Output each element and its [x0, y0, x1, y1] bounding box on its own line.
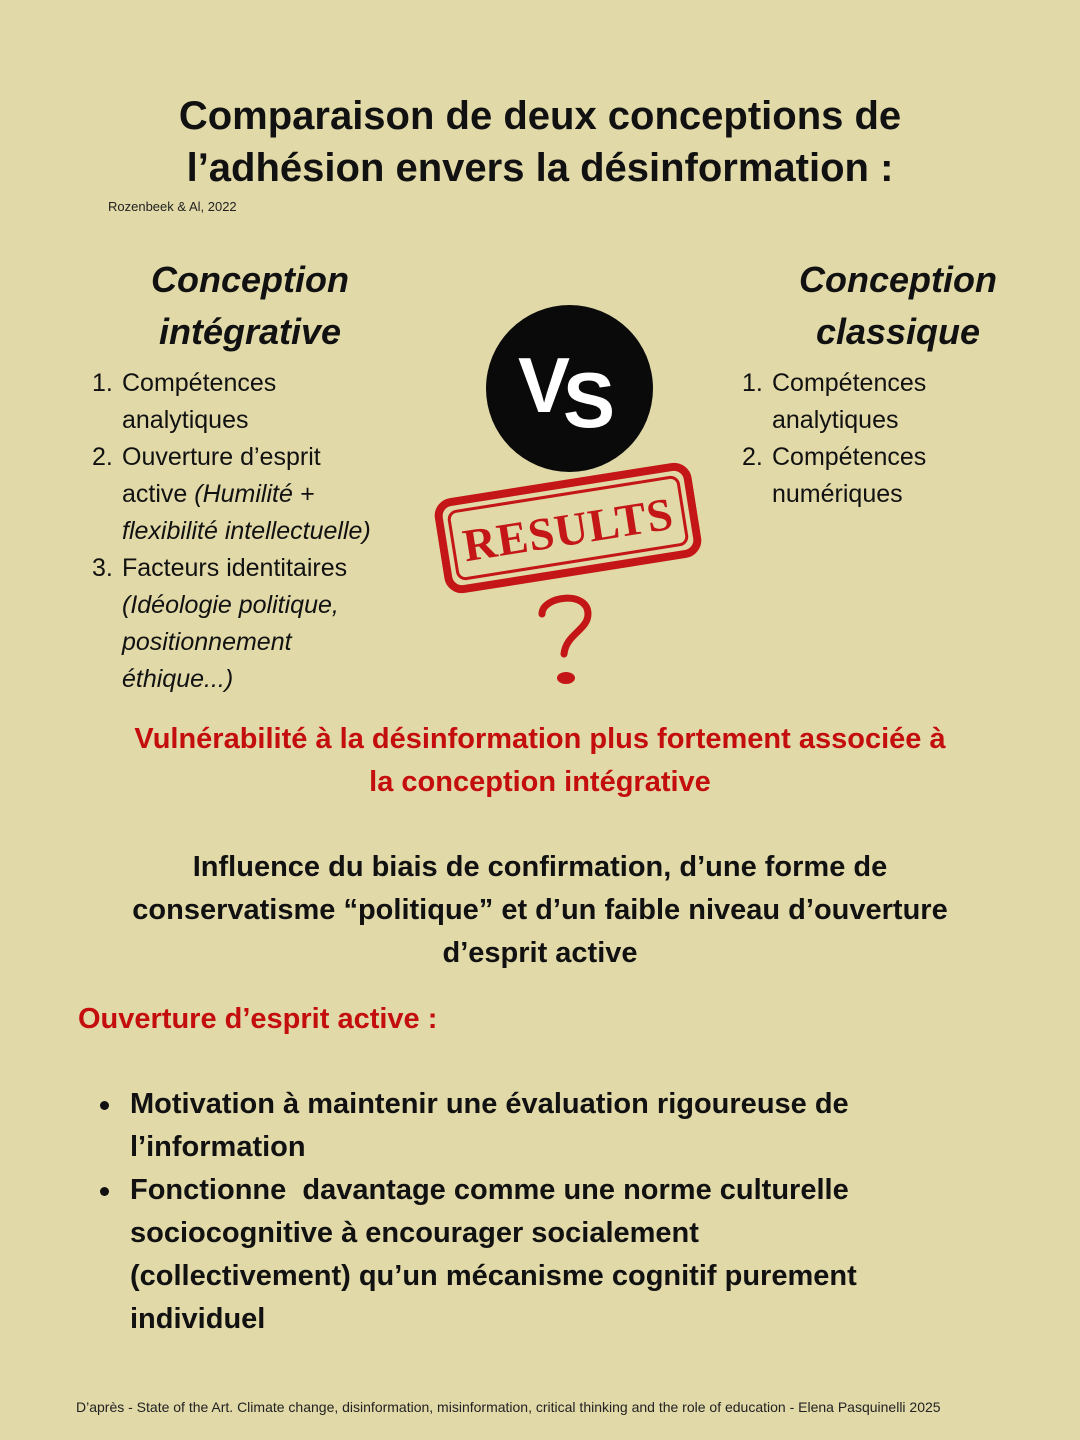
list-item-text: (collectivement) qu’un mécanisme cognitif purement [130, 1260, 857, 1292]
bullet-icon [100, 1187, 109, 1196]
right-column-title-line: Conception [799, 259, 997, 300]
list-item-text: Compétences [122, 369, 277, 397]
list-item-italic-text: (Humilité + [194, 480, 315, 508]
vs-badge [486, 305, 653, 472]
list-item [100, 1083, 1000, 1169]
list-item [92, 439, 412, 550]
key-finding [60, 718, 1020, 804]
influence-statement [60, 846, 1020, 975]
list-item-number: 3. [92, 554, 113, 582]
list-item-number: 1. [92, 369, 113, 397]
svg-text:V: V [517, 341, 567, 429]
list-item-text: analytiques [772, 406, 899, 434]
list-item-italic-text: flexibilité intellectuelle) [122, 517, 371, 545]
list-item-text: individuel [130, 1303, 266, 1335]
list-item-text: Motivation à maintenir une évaluation rigoureuse de [130, 1088, 849, 1120]
list-item-text: analytiques [122, 406, 249, 434]
question-mark-icon [530, 590, 600, 690]
list-item [742, 365, 1042, 439]
stamp-icon [432, 458, 704, 597]
list-item-text: Fonctionne davantage comme une norme culturelle [130, 1174, 849, 1206]
list-item-italic-text: positionnement [122, 628, 292, 656]
left-column-title-line: Conception [151, 259, 349, 300]
list-item [92, 550, 412, 698]
results-stamp [432, 458, 704, 597]
list-item-number: 2. [92, 443, 113, 471]
list-item [92, 365, 412, 439]
list-item-text: l’information [130, 1131, 306, 1163]
page-title-line: l’adhésion envers la désinformation : [186, 146, 894, 190]
list-item-italic-text: (Idéologie politique, [122, 591, 339, 619]
page-title [60, 90, 1020, 194]
left-column-title [120, 254, 380, 358]
influence-line: d’esprit active [442, 937, 638, 969]
list-item-text: Compétences [772, 369, 927, 397]
list-item-number: 2. [742, 443, 763, 471]
list-item-text: Ouverture d’esprit [122, 443, 321, 471]
list-item-italic-text: éthique...) [122, 665, 234, 693]
right-column-title [768, 254, 1028, 358]
left-criteria-list [92, 365, 412, 698]
footer-credit: D’après - State of the Art. Climate change, disinformation, misinformation, critical thinking and the role of education - Elena Pasquinelli 2025 [76, 1399, 941, 1415]
key-finding-line: la conception intégrative [369, 766, 711, 798]
list-item-text: numériques [772, 480, 903, 508]
influence-line: conservatisme “politique” et d’un faible niveau d’ouverture [132, 894, 948, 926]
svg-text:S: S [562, 356, 616, 444]
list-item [742, 439, 1042, 513]
right-column-title-line: classique [815, 311, 981, 352]
key-finding-line: Vulnérabilité à la désinformation plus fortement associée à [134, 723, 946, 755]
source-citation: Rozenbeek & Al, 2022 [108, 199, 237, 214]
list-item-text: active [122, 480, 195, 508]
list-item-text: Facteurs identitaires [122, 554, 348, 582]
list-item-number: 1. [742, 369, 763, 397]
list-item-text: Compétences [772, 443, 927, 471]
left-column-title-line: intégrative [158, 311, 342, 352]
section-heading: Ouverture d’esprit active : [78, 1003, 438, 1035]
page-title-line: Comparaison de deux conceptions de [178, 94, 902, 138]
list-item [100, 1169, 1000, 1341]
definition-bullet-list [100, 1083, 1000, 1341]
list-item-text: sociocognitive à encourager socialement [130, 1217, 699, 1249]
bullet-icon [100, 1101, 109, 1110]
influence-line: Influence du biais de confirmation, d’une forme de [192, 851, 888, 883]
vs-icon [486, 305, 653, 472]
stamp-label: RESULTS [459, 487, 678, 572]
right-criteria-list [742, 365, 1042, 513]
